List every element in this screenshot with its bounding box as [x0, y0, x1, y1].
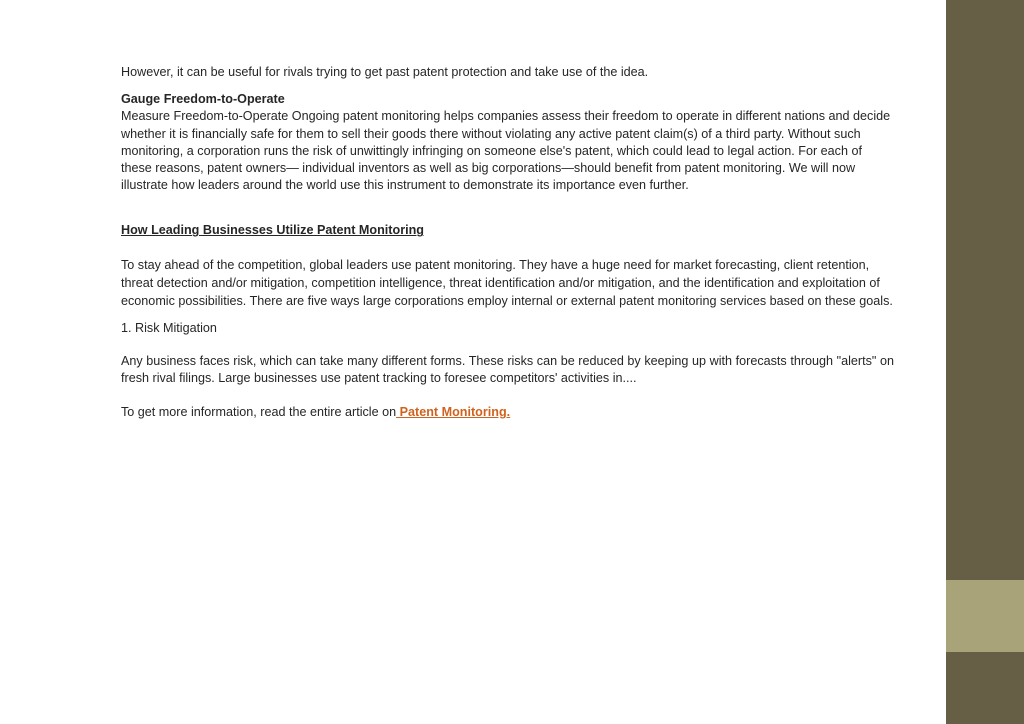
- gauge-heading: Gauge Freedom-to-Operate: [121, 92, 285, 107]
- list-item: 1. Risk Mitigation: [121, 320, 217, 335]
- cta-prefix: To get more information, read the entire article on: [121, 405, 397, 420]
- gauge-section: [121, 91, 894, 194]
- cta-paragraph: [121, 404, 894, 421]
- risk-paragraph: Any business faces risk, which can take many different forms. These risks can be reduced by keeping up with forecasts through "alerts" on fresh rival filings. Large businesses use patent tracking to foresee competitors' activities in....: [121, 353, 894, 386]
- sidebar-accent-block: [946, 580, 1024, 652]
- leaders-paragraph: To stay ahead of the competition, global leaders use patent monitoring. They have a huge need for market forecasting, client retention, threat detection and/or mitigation, competition intelligence, threat identification and/or mitigation, and the identification and exploitation of economic possibilities. There are five ways large corporations employ internal or external patent monitoring services based on these goals.: [121, 257, 893, 308]
- gauge-paragraph: Measure Freedom-to-Operate Ongoing patent monitoring helps companies assess their freedom to operate in different nations and decide whether it is financially safe for them to sell their goods there without violating any active patent claim(s) of a third party. Without such monitoring, a corporation runs the risk of unwittingly infringing on someone else's patent, which could lead to legal action. For each of these reasons, patent owners— individual inventors as well as big corporations—should benefit from patent monitoring. We will now illustrate how leaders around the world use this instrument to demonstrate its importance even further.: [121, 109, 891, 193]
- article-body: [121, 64, 894, 421]
- intro-paragraph: However, it can be useful for rivals trying to get past patent protection and take use of the idea.: [121, 65, 649, 79]
- decorative-sidebar: [946, 0, 1024, 724]
- section-heading: How Leading Businesses Utilize Patent Monitoring: [121, 223, 424, 238]
- patent-monitoring-link[interactable]: Patent Monitoring.: [396, 405, 511, 420]
